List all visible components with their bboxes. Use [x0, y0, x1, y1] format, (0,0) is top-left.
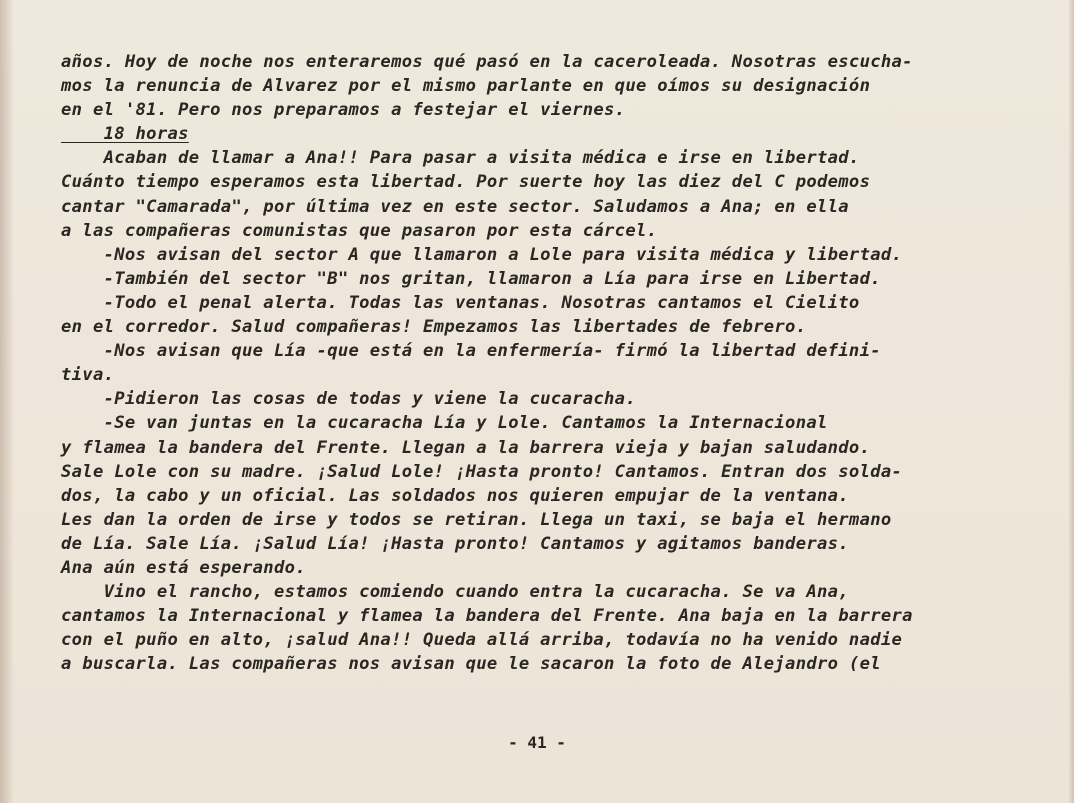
text-line: a las compañeras comunistas que pasaron por esta cárcel.: [61, 220, 658, 241]
text-line: -Pidieron las cosas de todas y viene la cucaracha.: [61, 389, 636, 410]
text-line: Sale Lole con su madre. ¡Salud Lole! ¡Hasta pronto! Cantamos. Entran dos solda-: [61, 461, 903, 482]
text-line: -También del sector "B" nos gritan, llamaron a Lía para irse en Libertad.: [61, 268, 881, 289]
text-line: Cuánto tiempo esperamos esta libertad. Por suerte hoy las diez del C podemos: [61, 172, 871, 193]
text-line: y flamea la bandera del Frente. Llegan a la barrera vieja y bajan saludando.: [61, 437, 871, 458]
text-line: cantar "Camarada", por última vez en este sector. Saludamos a Ana; en ella: [61, 196, 849, 217]
text-line: con el puño en alto, ¡salud Ana!! Queda allá arriba, todavía no ha venido nadie: [61, 630, 903, 651]
page-number: - 41 -: [508, 733, 566, 752]
text-line: en el '81. Pero nos preparamos a festejar el viernes.: [61, 100, 626, 121]
text-line: -Todo el penal alerta. Todas las ventanas. Nosotras cantamos el Cielito: [61, 292, 860, 313]
text-line: de Lía. Sale Lía. ¡Salud Lía! ¡Hasta pronto! Cantamos y agitamos banderas.: [61, 533, 849, 554]
text-line: a buscarla. Las compañeras nos avisan que le sacaron la foto de Alejandro (el: [61, 654, 881, 675]
section-heading: 18 horas: [61, 124, 189, 145]
text-line: -Se van juntas en la cucaracha Lía y Lole. Cantamos la Internacional: [61, 413, 828, 434]
text-line: dos, la cabo y un oficial. Las soldados nos quieren empujar de la ventana.: [61, 485, 849, 506]
text-line: cantamos la Internacional y flamea la bandera del Frente. Ana baja en la barrera: [61, 606, 913, 627]
text-line: Acaban de llamar a Ana!! Para pasar a visita médica e irse en libertad.: [61, 148, 860, 169]
text-line: años. Hoy de noche nos enteraremos qué pasó en la caceroleada. Nosotras escucha-: [61, 52, 913, 72]
text-line: Ana aún está esperando.: [61, 557, 306, 578]
text-line: -Nos avisan que Lía -que está en la enfermería- firmó la libertad defini-: [61, 341, 881, 362]
text-line: en el corredor. Salud compañeras! Empezamos las libertades de febrero.: [61, 317, 807, 338]
text-line: tiva.: [61, 365, 115, 386]
text-line: Vino el rancho, estamos comiendo cuando entra la cucaracha. Se va Ana,: [61, 582, 849, 603]
text-line: Les dan la orden de irse y todos se retiran. Llega un taxi, se baja el hermano: [61, 509, 892, 530]
text-line: -Nos avisan del sector A que llamaron a Lole para visita médica y libertad.: [61, 244, 903, 265]
body-text: [61, 50, 1041, 676]
text-line: mos la renuncia de Alvarez por el mismo parlante en que oímos su designación: [61, 76, 871, 97]
